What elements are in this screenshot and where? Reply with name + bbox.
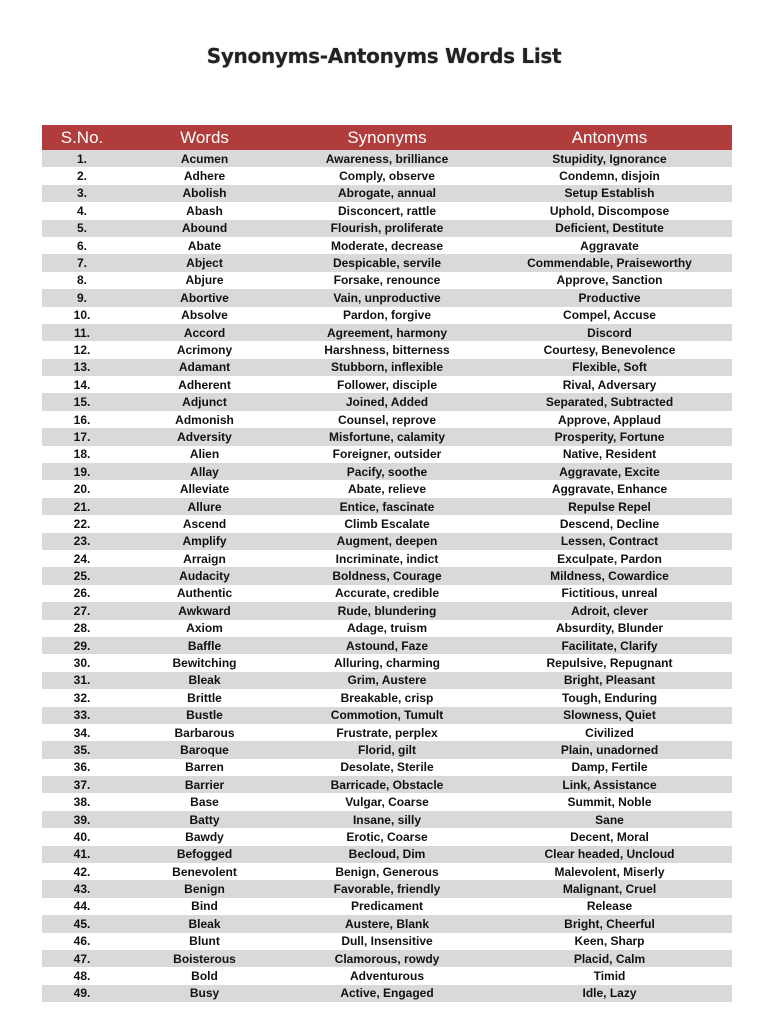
cell-sno: 11. xyxy=(73,325,91,340)
cell-sno: 25. xyxy=(73,569,91,584)
cell-synonyms: Rude, blundering xyxy=(337,603,437,618)
cell-synonyms: Desolate, Sterile xyxy=(340,760,434,775)
cell-synonyms: Entice, fascinate xyxy=(339,499,435,514)
cell-sno: 18. xyxy=(73,447,91,462)
cell-word: Adjunct xyxy=(182,395,227,410)
cell-word: Axiom xyxy=(186,621,223,636)
table-row xyxy=(42,550,732,567)
cell-synonyms: Clamorous, rowdy xyxy=(334,951,440,966)
cell-word: Barrier xyxy=(184,777,225,792)
cell-sno: 19. xyxy=(73,464,91,479)
table-row xyxy=(42,793,732,810)
cell-word: Barren xyxy=(185,760,224,775)
cell-word: Bold xyxy=(191,969,218,984)
cell-synonyms: Forsake, renounce xyxy=(333,273,441,288)
cell-antonyms: Approve, Sanction xyxy=(556,273,663,288)
cell-word: Adamant xyxy=(178,360,231,375)
table-row xyxy=(42,602,732,619)
cell-synonyms: Dull, Insensitive xyxy=(341,934,433,949)
header-synonyms: Synonyms xyxy=(347,127,427,147)
table-row xyxy=(42,237,732,254)
cell-synonyms: Predicament xyxy=(350,899,424,914)
cell-sno: 41. xyxy=(73,847,91,862)
cell-antonyms: Condemn, disjoin xyxy=(559,169,660,184)
cell-antonyms: Summit, Noble xyxy=(567,795,652,810)
table-row xyxy=(42,654,732,671)
cell-synonyms: Abrogate, annual xyxy=(337,186,436,201)
cell-synonyms: Austere, Blank xyxy=(344,916,430,931)
cell-word: Benign xyxy=(184,882,225,897)
cell-word: Adversity xyxy=(177,429,232,444)
words-table xyxy=(42,125,732,1002)
cell-antonyms: Repulsive, Repugnant xyxy=(546,656,673,671)
table-row xyxy=(42,620,732,637)
cell-word: Abjure xyxy=(185,273,224,288)
cell-sno: 44. xyxy=(73,899,91,914)
cell-antonyms: Deficient, Destitute xyxy=(555,221,664,236)
cell-word: Abound xyxy=(181,221,228,236)
cell-word: Benevolent xyxy=(172,864,237,879)
cell-sno: 8. xyxy=(76,273,87,288)
cell-word: Acrimony xyxy=(176,342,233,357)
cell-antonyms: Aggravate, Enhance xyxy=(551,482,668,497)
cell-sno: 46. xyxy=(73,934,91,949)
cell-word: Acumen xyxy=(180,151,229,166)
cell-antonyms: Repulse Repel xyxy=(568,499,651,514)
cell-synonyms: Climb Escalate xyxy=(344,516,430,531)
cell-synonyms: Barricade, Obstacle xyxy=(330,777,444,792)
cell-synonyms: Agreement, harmony xyxy=(326,325,448,340)
table-row xyxy=(42,480,732,497)
cell-sno: 27. xyxy=(73,603,91,618)
cell-antonyms: Tough, Enduring xyxy=(561,690,658,705)
table-row xyxy=(42,898,732,915)
cell-synonyms: Flourish, proliferate xyxy=(330,221,444,236)
cell-synonyms: Joined, Added xyxy=(345,395,429,410)
cell-synonyms: Florid, gilt xyxy=(358,742,416,757)
table-row xyxy=(42,289,732,306)
table-row xyxy=(42,533,732,550)
cell-word: Bustle xyxy=(186,708,223,723)
cell-sno: 5. xyxy=(76,221,87,236)
cell-synonyms: Becloud, Dim xyxy=(348,847,426,862)
table-row xyxy=(42,376,732,393)
cell-antonyms: Uphold, Discompose xyxy=(549,203,670,218)
cell-antonyms: Mildness, Cowardice xyxy=(550,569,669,584)
cell-sno: 29. xyxy=(73,638,91,653)
cell-sno: 12. xyxy=(73,342,91,357)
cell-sno: 10. xyxy=(73,308,91,323)
cell-antonyms: Aggravate xyxy=(580,238,639,253)
cell-antonyms: Plain, unadorned xyxy=(560,742,659,757)
cell-word: Batty xyxy=(189,812,220,827)
cell-antonyms: Rival, Adversary xyxy=(562,377,657,392)
cell-antonyms: Decent, Moral xyxy=(570,829,649,844)
cell-sno: 22. xyxy=(73,516,91,531)
cell-synonyms: Active, Engaged xyxy=(340,986,434,1001)
cell-word: Baroque xyxy=(180,742,229,757)
cell-word: Bawdy xyxy=(185,829,224,844)
cell-synonyms: Boldness, Courage xyxy=(332,569,442,584)
table-row xyxy=(42,202,732,219)
cell-sno: 3. xyxy=(76,186,87,201)
cell-sno: 13. xyxy=(73,360,91,375)
cell-sno: 42. xyxy=(73,864,91,879)
cell-sno: 2. xyxy=(76,169,87,184)
header-words: Words xyxy=(180,127,229,147)
cell-synonyms: Benign, Generous xyxy=(335,864,439,879)
cell-synonyms: Vain, unproductive xyxy=(333,290,441,305)
cell-synonyms: Disconcert, rattle xyxy=(337,203,437,218)
cell-synonyms: Astound, Faze xyxy=(345,638,428,653)
table-row xyxy=(42,254,732,271)
table-row xyxy=(42,307,732,324)
cell-sno: 4. xyxy=(76,203,87,218)
cell-antonyms: Sane xyxy=(595,812,624,827)
cell-word: Absolve xyxy=(181,308,228,323)
cell-antonyms: Flexible, Soft xyxy=(572,360,647,375)
cell-sno: 1. xyxy=(76,151,87,166)
cell-word: Bind xyxy=(191,899,218,914)
cell-synonyms: Frustrate, perplex xyxy=(336,725,438,740)
cell-sno: 35. xyxy=(73,742,91,757)
cell-word: Accord xyxy=(183,325,226,340)
table-row xyxy=(42,393,732,410)
cell-sno: 6. xyxy=(76,238,87,253)
table-row xyxy=(42,985,732,1002)
cell-sno: 49. xyxy=(73,986,91,1001)
cell-antonyms: Malignant, Cruel xyxy=(562,882,657,897)
cell-synonyms: Moderate, decrease xyxy=(330,238,444,253)
cell-sno: 38. xyxy=(73,795,91,810)
table-row xyxy=(42,776,732,793)
cell-antonyms: Approve, Applaud xyxy=(558,412,661,427)
cell-synonyms: Augment, deepen xyxy=(336,534,438,549)
cell-word: Abash xyxy=(186,203,223,218)
cell-word: Audacity xyxy=(179,569,230,584)
table-row xyxy=(42,498,732,515)
table-header xyxy=(42,125,732,150)
cell-word: Arraign xyxy=(183,551,226,566)
cell-word: Alleviate xyxy=(179,482,230,497)
cell-word: Adhere xyxy=(183,169,226,184)
cell-word: Alien xyxy=(189,447,220,462)
cell-synonyms: Follower, disciple xyxy=(336,377,438,392)
cell-synonyms: Alluring, charming xyxy=(333,656,440,671)
cell-synonyms: Pacify, soothe xyxy=(346,464,428,479)
cell-antonyms: Setup Establish xyxy=(564,186,655,201)
table-row xyxy=(42,567,732,584)
cell-synonyms: Counsel, reprove xyxy=(337,412,437,427)
table-row xyxy=(42,828,732,845)
cell-antonyms: Compel, Accuse xyxy=(563,308,656,323)
cell-word: Abolish xyxy=(182,186,227,201)
cell-sno: 16. xyxy=(73,412,91,427)
cell-word: Authentic xyxy=(176,586,233,601)
table-row xyxy=(42,150,732,167)
cell-antonyms: Courtesy, Benevolence xyxy=(543,342,676,357)
cell-antonyms: Keen, Sharp xyxy=(574,934,645,949)
cell-word: Base xyxy=(190,795,219,810)
cell-antonyms: Clear headed, Uncloud xyxy=(544,847,675,862)
table-row xyxy=(42,637,732,654)
table-row xyxy=(42,741,732,758)
cell-word: Busy xyxy=(189,986,220,1001)
cell-sno: 37. xyxy=(73,777,91,792)
cell-antonyms: Damp, Fertile xyxy=(571,760,648,775)
table-row xyxy=(42,724,732,741)
cell-antonyms: Native, Resident xyxy=(562,447,657,462)
table-row xyxy=(42,272,732,289)
cell-antonyms: Separated, Subtracted xyxy=(545,395,674,410)
cell-sno: 36. xyxy=(73,760,91,775)
cell-antonyms: Placid, Calm xyxy=(573,951,646,966)
cell-synonyms: Accurate, credible xyxy=(334,586,440,601)
cell-sno: 26. xyxy=(73,586,91,601)
cell-word: Blunt xyxy=(189,934,220,949)
cell-antonyms: Adroit, clever xyxy=(571,603,648,618)
cell-sno: 24. xyxy=(73,551,91,566)
table-row xyxy=(42,672,732,689)
cell-synonyms: Harshness, bitterness xyxy=(324,342,450,357)
cell-antonyms: Commendable, Praiseworthy xyxy=(527,256,692,271)
table-row xyxy=(42,463,732,480)
table-row xyxy=(42,967,732,984)
cell-word: Allay xyxy=(190,464,219,479)
cell-antonyms: Facilitate, Clarify xyxy=(561,638,658,653)
cell-antonyms: Bright, Cheerful xyxy=(564,916,655,931)
cell-antonyms: Productive xyxy=(578,290,641,305)
cell-word: Adherent xyxy=(178,377,231,392)
table-row xyxy=(42,689,732,706)
cell-synonyms: Incriminate, indict xyxy=(335,551,439,566)
header-sno: S.No. xyxy=(60,127,104,147)
cell-antonyms: Lessen, Contract xyxy=(560,534,659,549)
table-row xyxy=(42,341,732,358)
cell-antonyms: Prosperity, Fortune xyxy=(554,429,665,444)
table-row xyxy=(42,428,732,445)
cell-word: Baffle xyxy=(187,638,222,653)
table-row xyxy=(42,933,732,950)
cell-sno: 47. xyxy=(73,951,91,966)
cell-sno: 21. xyxy=(73,499,91,514)
table-row xyxy=(42,707,732,724)
cell-synonyms: Commotion, Tumult xyxy=(330,708,444,723)
cell-antonyms: Aggravate, Excite xyxy=(559,464,660,479)
cell-synonyms: Adventurous xyxy=(349,969,424,984)
cell-synonyms: Breakable, crisp xyxy=(340,690,434,705)
cell-word: Abortive xyxy=(180,290,229,305)
cell-synonyms: Pardon, forgive xyxy=(342,308,431,323)
cell-word: Ascend xyxy=(182,516,227,531)
cell-synonyms: Abate, relieve xyxy=(347,482,427,497)
cell-word: Bleak xyxy=(188,916,221,931)
cell-sno: 31. xyxy=(73,673,91,688)
table-row xyxy=(42,880,732,897)
cell-sno: 39. xyxy=(73,812,91,827)
table-row xyxy=(42,950,732,967)
cell-sno: 48. xyxy=(73,969,91,984)
cell-sno: 17. xyxy=(73,429,91,444)
cell-sno: 7. xyxy=(76,256,87,271)
cell-synonyms: Comply, observe xyxy=(339,169,435,184)
cell-antonyms: Discord xyxy=(587,325,632,340)
cell-synonyms: Adage, truism xyxy=(346,621,427,636)
cell-sno: 30. xyxy=(73,656,91,671)
cell-antonyms: Timid xyxy=(593,969,626,984)
cell-sno: 32. xyxy=(73,690,91,705)
cell-word: Awkward xyxy=(178,603,231,618)
cell-synonyms: Vulgar, Coarse xyxy=(345,795,429,810)
table-row xyxy=(42,585,732,602)
cell-word: Abject xyxy=(186,256,223,271)
cell-antonyms: Release xyxy=(586,899,633,914)
table-row xyxy=(42,446,732,463)
cell-word: Admonish xyxy=(175,412,234,427)
cell-synonyms: Awareness, brilliance xyxy=(325,151,449,166)
cell-antonyms: Fictitious, unreal xyxy=(561,586,658,601)
table-row xyxy=(42,515,732,532)
cell-sno: 14. xyxy=(73,377,91,392)
cell-antonyms: Descend, Decline xyxy=(559,516,660,531)
cell-sno: 34. xyxy=(73,725,91,740)
table-body xyxy=(42,150,732,1002)
table-row xyxy=(42,167,732,184)
table-row xyxy=(42,915,732,932)
table-row xyxy=(42,324,732,341)
cell-sno: 43. xyxy=(73,882,91,897)
cell-sno: 45. xyxy=(73,916,91,931)
table-row xyxy=(42,846,732,863)
cell-antonyms: Stupidity, Ignorance xyxy=(552,151,667,166)
cell-antonyms: Malevolent, Miserly xyxy=(554,864,665,879)
cell-sno: 33. xyxy=(73,708,91,723)
cell-word: Bleak xyxy=(188,673,221,688)
cell-sno: 20. xyxy=(73,482,91,497)
cell-synonyms: Erotic, Coarse xyxy=(346,829,428,844)
cell-word: Amplify xyxy=(182,534,227,549)
cell-synonyms: Foreigner, outsider xyxy=(332,447,442,462)
table-row xyxy=(42,220,732,237)
cell-word: Bewitching xyxy=(172,656,237,671)
table-row xyxy=(42,411,732,428)
table-row xyxy=(42,359,732,376)
cell-word: Boisterous xyxy=(173,951,236,966)
cell-antonyms: Civilized xyxy=(585,725,634,740)
cell-word: Allure xyxy=(187,499,222,514)
header-antonyms: Antonyms xyxy=(571,127,648,147)
cell-sno: 40. xyxy=(73,829,91,844)
table-row xyxy=(42,811,732,828)
cell-synonyms: Despicable, servile xyxy=(332,256,442,271)
cell-sno: 23. xyxy=(73,534,91,549)
cell-synonyms: Grim, Austere xyxy=(347,673,427,688)
cell-sno: 15. xyxy=(73,395,91,410)
cell-word: Abate xyxy=(187,238,222,253)
cell-antonyms: Bright, Pleasant xyxy=(563,673,656,688)
table-row xyxy=(42,863,732,880)
cell-synonyms: Stubborn, inflexible xyxy=(330,360,443,375)
cell-word: Brittle xyxy=(187,690,222,705)
cell-antonyms: Exculpate, Pardon xyxy=(557,551,662,566)
cell-antonyms: Link, Assistance xyxy=(562,777,657,792)
cell-sno: 28. xyxy=(73,621,91,636)
cell-antonyms: Absurdity, Blunder xyxy=(555,621,664,636)
cell-word: Befogged xyxy=(176,847,233,862)
cell-word: Barbarous xyxy=(174,725,235,740)
cell-antonyms: Idle, Lazy xyxy=(582,986,637,1001)
cell-synonyms: Insane, silly xyxy=(352,812,422,827)
cell-synonyms: Misfortune, calamity xyxy=(328,429,446,444)
cell-synonyms: Favorable, friendly xyxy=(333,882,441,897)
table-row xyxy=(42,185,732,202)
page-title: Synonyms-Antonyms Words List xyxy=(206,44,562,68)
cell-antonyms: Slowness, Quiet xyxy=(563,708,656,723)
table-row xyxy=(42,759,732,776)
cell-sno: 9. xyxy=(76,290,87,305)
